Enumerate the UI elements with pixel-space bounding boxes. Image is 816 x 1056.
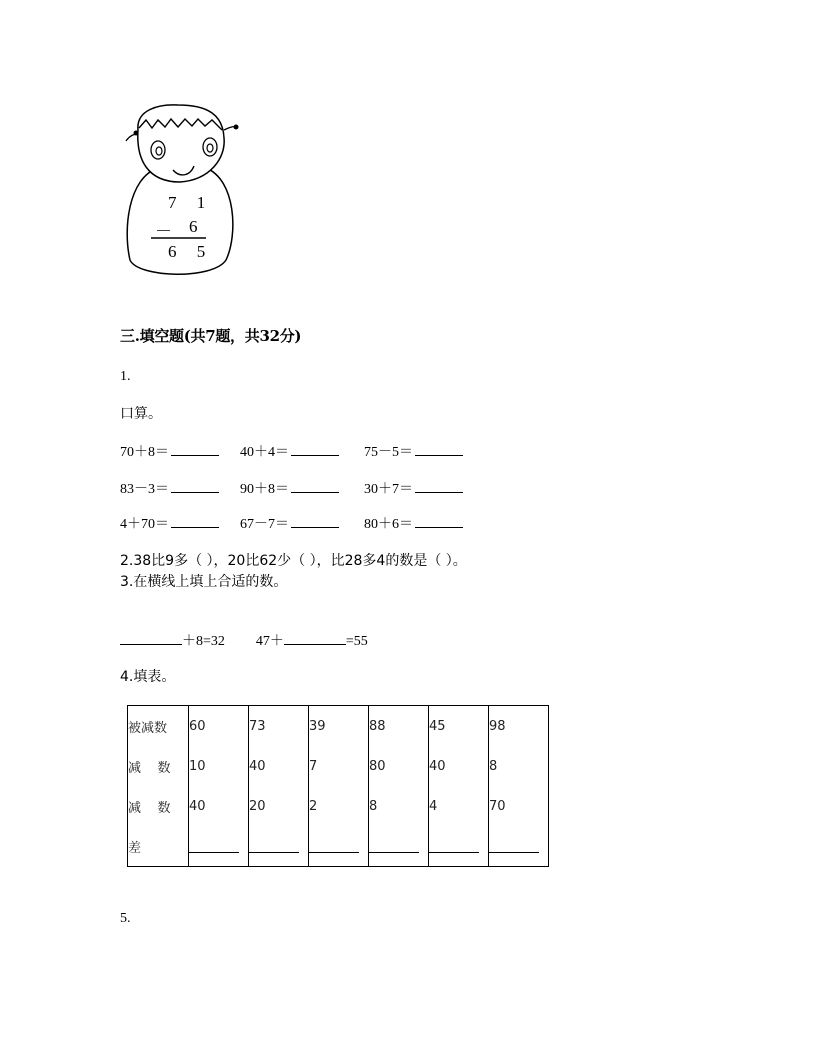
table-row-minuend — [128, 706, 549, 747]
table-cell: 8 — [489, 746, 549, 786]
difference-cell[interactable] — [369, 826, 429, 867]
table-cell: 40 — [429, 746, 489, 786]
answer-blank[interactable] — [291, 513, 339, 528]
question-1-instruction: 口算。 — [120, 406, 162, 422]
calc-row-2 — [120, 478, 520, 498]
calc-problem: 90＋8＝ — [240, 482, 289, 497]
answer-blank[interactable] — [171, 478, 219, 493]
vertical-operator: － — [155, 222, 172, 241]
table-row-subtrahend-1 — [128, 746, 549, 786]
table-cell: 2 — [309, 786, 369, 826]
table-cell: 4 — [429, 786, 489, 826]
table-row-difference — [128, 826, 549, 867]
row-label: 减 数 — [128, 746, 189, 786]
table-cell: 45 — [429, 706, 489, 747]
difference-cell[interactable] — [189, 826, 249, 867]
difference-cell[interactable] — [429, 826, 489, 867]
row-label: 差 — [128, 826, 189, 867]
table-cell: 98 — [489, 706, 549, 747]
section-heading: 三.填空题(共7题，共32分) — [120, 327, 302, 345]
answer-line[interactable] — [249, 852, 299, 853]
question-5-number: 5. — [120, 911, 131, 926]
vertical-result: 6 5 — [168, 242, 214, 261]
difference-cell[interactable] — [309, 826, 369, 867]
calc-problem: 40＋4＝ — [240, 445, 289, 460]
table-cell: 40 — [189, 786, 249, 826]
question-1-number: 1. — [120, 369, 131, 384]
answer-line[interactable] — [189, 852, 239, 853]
answer-line[interactable] — [309, 852, 359, 853]
table-cell: 80 — [369, 746, 429, 786]
answer-blank[interactable] — [291, 441, 339, 456]
table-cell: 60 — [189, 706, 249, 747]
table-cell: 73 — [249, 706, 309, 747]
difference-cell[interactable] — [489, 826, 549, 867]
expression-2-suffix: =55 — [345, 634, 368, 649]
expression-2-prefix: 47＋ — [255, 634, 284, 649]
calc-problem: 83－3＝ — [120, 482, 169, 497]
fill-blank-2[interactable] — [284, 630, 346, 645]
calc-row-1 — [120, 441, 520, 461]
row-label: 减 数 — [128, 786, 189, 826]
table-cell: 8 — [369, 786, 429, 826]
row-label: 被减数 — [128, 706, 189, 747]
answer-blank[interactable] — [171, 441, 219, 456]
table-cell: 39 — [309, 706, 369, 747]
fill-blank-1[interactable] — [120, 630, 182, 645]
calc-row-3 — [120, 513, 520, 533]
table-cell: 70 — [489, 786, 549, 826]
table-cell: 7 — [309, 746, 369, 786]
expression-1-suffix: ＋8=32 — [182, 634, 225, 649]
answer-blank[interactable] — [415, 513, 463, 528]
answer-blank[interactable] — [291, 478, 339, 493]
calc-problem: 80＋6＝ — [364, 517, 413, 532]
question-2-text: 2.38比9多（ ），20比62少（ ），比28多4的数是（ ）。 — [120, 553, 467, 569]
subtraction-table — [127, 705, 549, 867]
question-3-text: 3.在横线上填上合适的数。 — [120, 574, 288, 590]
question-3-expressions — [120, 630, 368, 650]
answer-line[interactable] — [489, 852, 539, 853]
table-cell: 10 — [189, 746, 249, 786]
calc-problem: 4＋70＝ — [120, 517, 169, 532]
question-4-text: 4.填表。 — [120, 669, 176, 685]
calc-problem: 70＋8＝ — [120, 445, 169, 460]
table-row-subtrahend-2 — [128, 786, 549, 826]
table-cell: 88 — [369, 706, 429, 747]
answer-blank[interactable] — [415, 478, 463, 493]
vertical-minuend: 7 1 — [168, 193, 214, 212]
answer-line[interactable] — [369, 852, 419, 853]
calc-problem: 67－7＝ — [240, 517, 289, 532]
answer-blank[interactable] — [415, 441, 463, 456]
answer-blank[interactable] — [171, 513, 219, 528]
calc-problem: 30＋7＝ — [364, 482, 413, 497]
calc-problem: 75－5＝ — [364, 445, 413, 460]
table-cell: 40 — [249, 746, 309, 786]
difference-cell[interactable] — [249, 826, 309, 867]
answer-line[interactable] — [429, 852, 479, 853]
vertical-subtrahend: 6 — [189, 217, 198, 236]
table-cell: 20 — [249, 786, 309, 826]
